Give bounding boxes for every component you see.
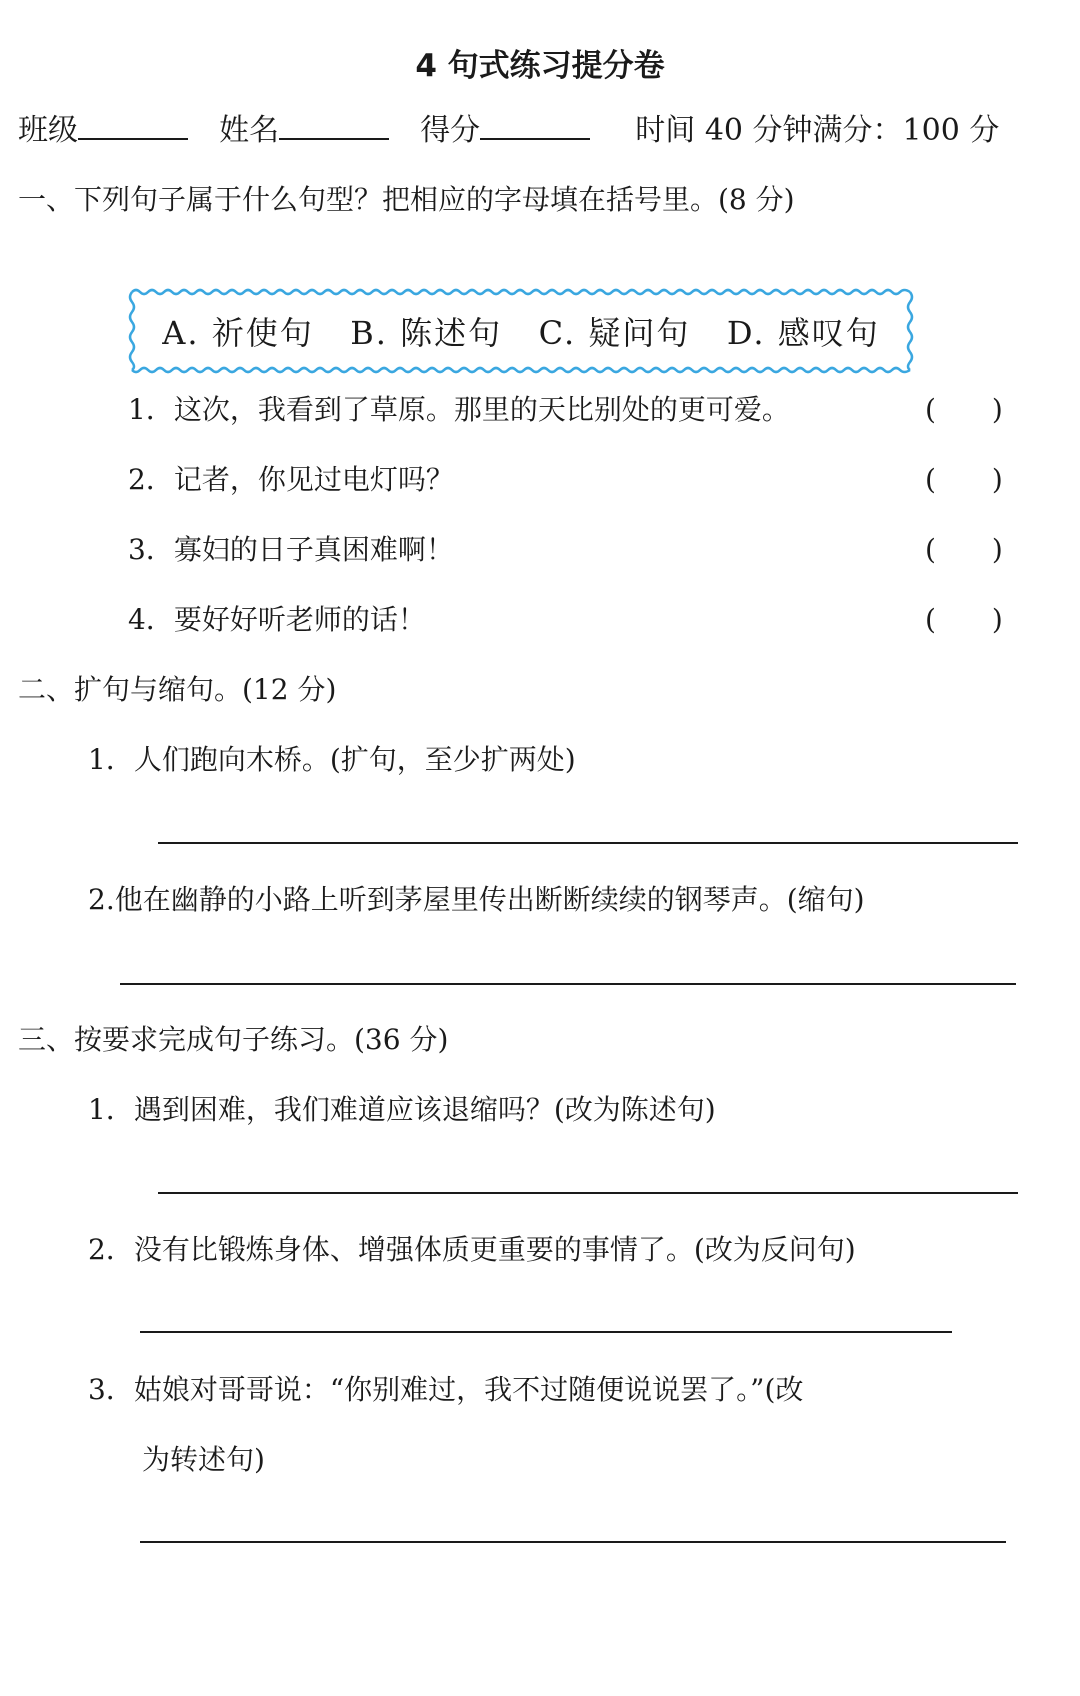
class-blank[interactable]	[78, 110, 188, 140]
section2-heading: 二、扩句与缩句。(12 分)	[18, 673, 337, 706]
s1-item-4: 4．要好好听老师的话！	[128, 603, 426, 636]
section1-heading: 一、下列句子属于什么句型？把相应的字母填在括号里。(8 分)	[18, 183, 795, 216]
option-b: B. 陈述句	[350, 314, 503, 352]
s1-answer-1[interactable]: ( )	[925, 393, 1003, 426]
s1-answer-2[interactable]: ( )	[925, 463, 1003, 496]
name-label: 姓名	[219, 113, 280, 148]
s2-answer-line-2[interactable]	[120, 983, 1016, 985]
s3-answer-line-3[interactable]	[140, 1541, 1006, 1543]
s2-item-1: 1．人们跑向木桥。(扩句，至少扩两处)	[88, 743, 576, 776]
header-info	[18, 110, 999, 151]
s1-answer-4[interactable]: ( )	[925, 603, 1003, 636]
s1-answer-3[interactable]: ( )	[925, 533, 1003, 566]
score-label: 得分	[420, 113, 481, 148]
name-blank[interactable]	[279, 110, 389, 140]
s2-item-2: 2.他在幽静的小路上听到茅屋里传出断断续续的钢琴声。(缩句)	[88, 883, 865, 916]
s3-answer-line-1[interactable]	[158, 1192, 1018, 1194]
s2-answer-line-1[interactable]	[158, 842, 1018, 844]
page-title: 4 句式练习提分卷	[415, 48, 665, 84]
option-d: D. 感叹句	[726, 314, 880, 352]
s1-item-3: 3．寡妇的日子真困难啊！	[128, 533, 454, 566]
s3-answer-line-2[interactable]	[140, 1331, 952, 1333]
score-blank[interactable]	[480, 110, 590, 140]
options-row	[126, 286, 916, 376]
options-box	[126, 286, 916, 376]
s1-item-2: 2．记者，你见过电灯吗？	[128, 463, 454, 496]
s3-item-1: 1．遇到困难，我们难道应该退缩吗？(改为陈述句)	[88, 1093, 716, 1126]
s3-item-3: 3．姑娘对哥哥说：“你别难过，我不过随便说说罢了。”(改	[88, 1373, 804, 1406]
section3-heading: 三、按要求完成句子练习。(36 分)	[18, 1023, 449, 1056]
time-info: 时间 40 分钟满分：100 分	[635, 113, 1000, 148]
s3-item-2: 2．没有比锻炼身体、增强体质更重要的事情了。(改为反问句)	[88, 1233, 856, 1266]
option-a: A. 祈使句	[162, 314, 314, 352]
s1-item-1: 1．这次，我看到了草原。那里的天比别处的更可爱。	[128, 393, 790, 426]
class-label: 班级	[18, 113, 78, 148]
option-c: C. 疑问句	[538, 314, 691, 352]
s3-item-3-cont: 为转述句)	[142, 1443, 265, 1476]
